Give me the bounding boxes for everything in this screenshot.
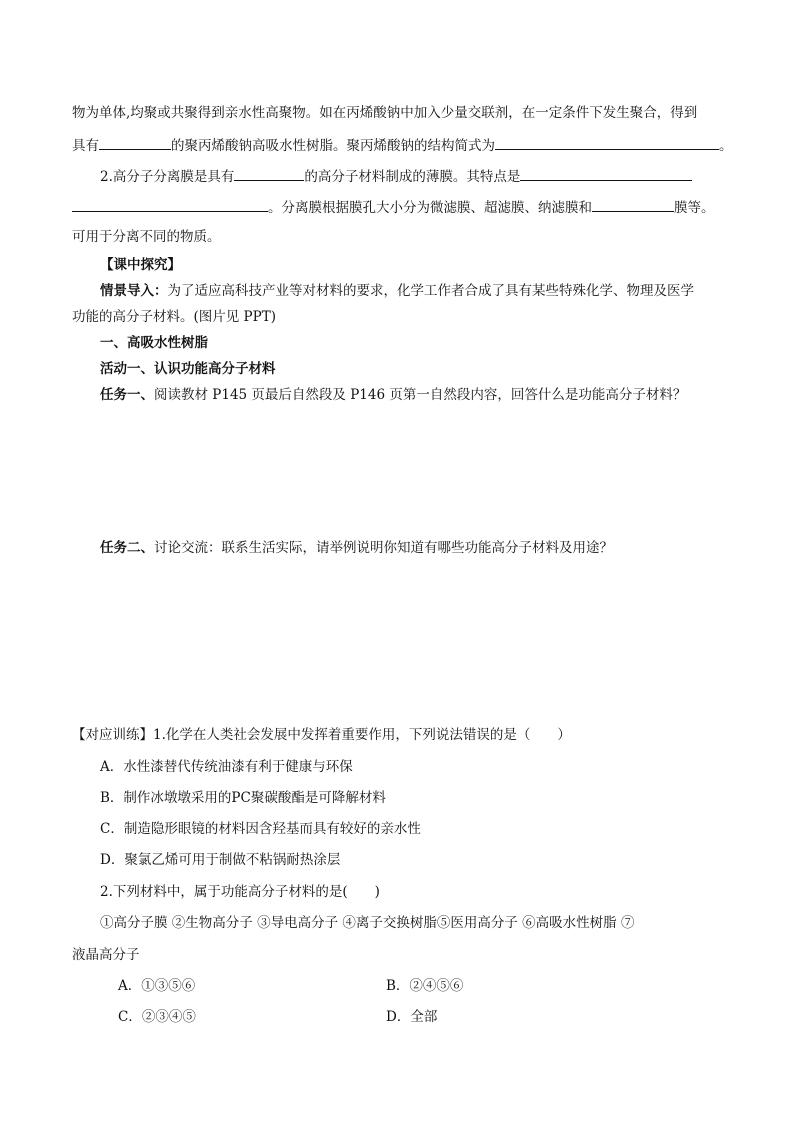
answer-blank-2[interactable] bbox=[495, 135, 719, 150]
answer-blank-6[interactable] bbox=[592, 197, 674, 212]
q1-stem: 【对应训练】1.化学在人类社会发展中发挥着重要作用，下列说法错误的是（ ） bbox=[72, 727, 571, 743]
intro-label: 情景导入： bbox=[100, 283, 168, 299]
task-1 bbox=[100, 386, 686, 404]
answer-blank-3[interactable] bbox=[234, 166, 304, 181]
task-2-text: 讨论交流：联系生活实际，请举例说明你知道有哪些功能高分子材料及用途？ bbox=[154, 540, 613, 556]
q2-option-a[interactable]: A．①③⑤⑥ bbox=[118, 978, 196, 994]
answer-blank-4[interactable] bbox=[520, 166, 692, 181]
intro-text: 为了适应高科技产业等对材料的要求，化学工作者合成了具有某些特殊化学、物理及医学 bbox=[167, 283, 694, 299]
para2-line3: 可用于分离不同的物质。 bbox=[72, 229, 221, 245]
answer-blank-5[interactable] bbox=[72, 197, 268, 212]
task-1-text: 阅读教材 P145 页最后自然段及 P146 页第一自然段内容，回答什么是功能高分子材料？ bbox=[154, 387, 687, 403]
q1-option-c[interactable]: C．制造隐形眼镜的材料因含羟基而具有较好的亲水性 bbox=[100, 821, 421, 837]
task-2 bbox=[100, 539, 613, 557]
q2-option-d[interactable]: D．全部 bbox=[386, 1009, 438, 1025]
para1-text-c: 。 bbox=[719, 138, 733, 154]
para2-text-c: 。分离膜根据膜孔大小分为微滤膜、超滤膜、纳滤膜和 bbox=[268, 200, 592, 216]
task-1-label: 任务一、 bbox=[100, 387, 154, 403]
intro-line2: 功能的高分子材料。(图片见 PPT) bbox=[72, 309, 276, 325]
q2-option-b[interactable]: B．②④⑤⑥ bbox=[386, 978, 464, 994]
q2-stem: 2.下列材料中，属于功能高分子材料的是( ) bbox=[100, 884, 380, 900]
para1-line1: 物为单体,均聚或共聚得到亲水性高聚物。如在丙烯酸钠中加入少量交联剂，在一定条件下发生聚合，得到 bbox=[72, 105, 698, 121]
answer-blank-1[interactable] bbox=[99, 135, 171, 150]
para2-text-a: 2.高分子分离膜是具有 bbox=[100, 169, 235, 185]
activity-1: 活动一、认识功能高分子材料 bbox=[100, 361, 276, 377]
q2-items: ①高分子膜 ②生物高分子 ③导电高分子 ④离子交换树脂⑤医用高分子 ⑥高吸水性树脂 ⑦ bbox=[100, 915, 635, 931]
q1-option-d[interactable]: D．聚氯乙烯可用于制做不粘锅耐热涂层 bbox=[100, 852, 341, 868]
para1-line2 bbox=[72, 135, 733, 155]
para2-line2 bbox=[72, 197, 715, 217]
para2-text-b: 的高分子材料制成的薄膜。其特点是 bbox=[304, 169, 521, 185]
para1-text-a: 具有 bbox=[72, 138, 99, 154]
q2-items-cont: 液晶高分子 bbox=[72, 947, 140, 963]
para2-line1 bbox=[100, 166, 692, 186]
heading-1: 一、高吸水性树脂 bbox=[100, 335, 208, 351]
section-title: 【课中探究】 bbox=[100, 257, 181, 273]
para1-text-b: 的聚丙烯酸钠高吸水性树脂。聚丙烯酸钠的结构简式为 bbox=[171, 138, 495, 154]
para2-text-d: 膜等。 bbox=[674, 200, 715, 216]
q2-option-c[interactable]: C．②③④⑤ bbox=[118, 1009, 196, 1025]
q1-option-a[interactable]: A．水性漆替代传统油漆有利于健康与环保 bbox=[100, 759, 353, 775]
intro-line1 bbox=[100, 282, 694, 300]
q1-option-b[interactable]: B．制作冰墩墩采用的PC聚碳酸酯是可降解材料 bbox=[100, 790, 386, 806]
task-2-label: 任务二、 bbox=[100, 540, 154, 556]
